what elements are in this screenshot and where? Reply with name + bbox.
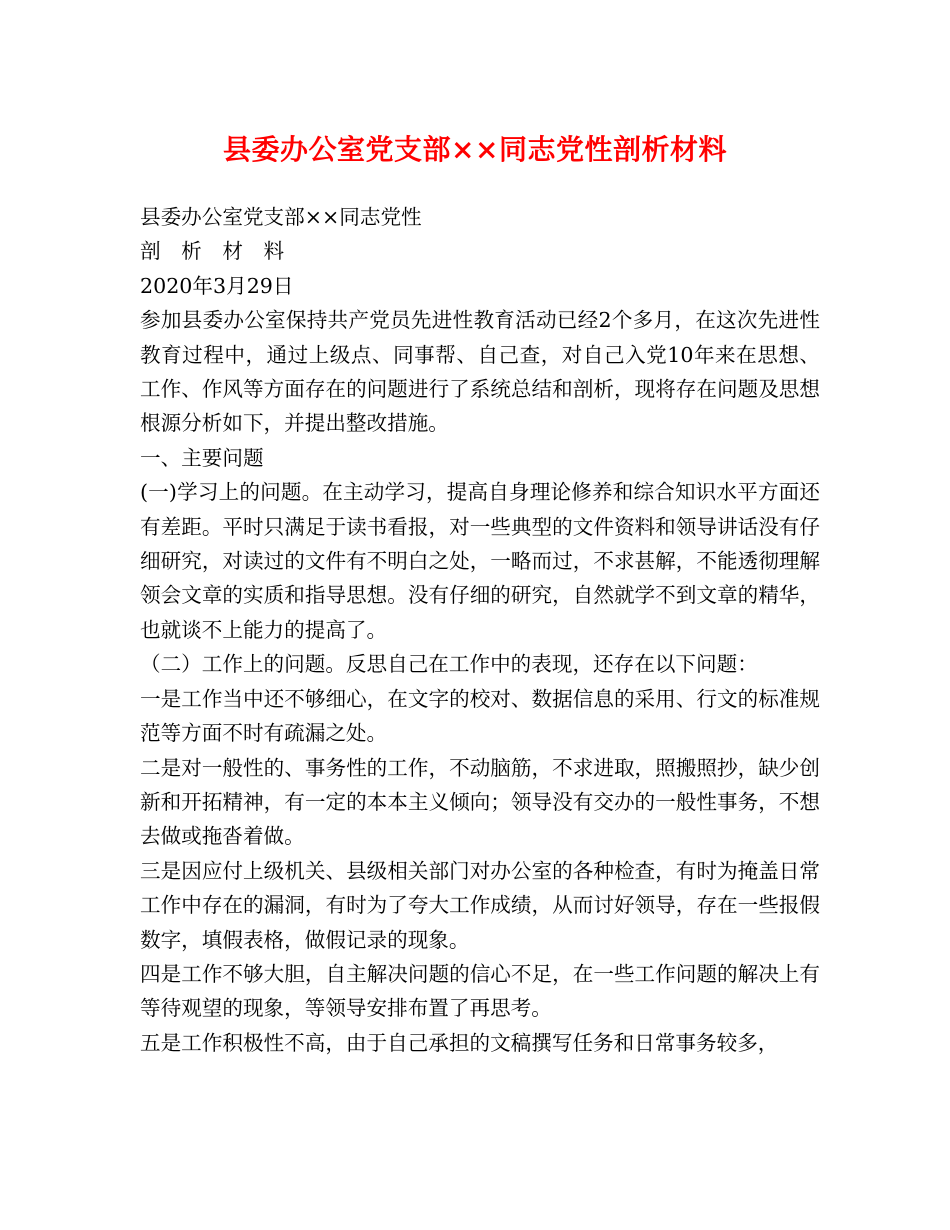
study-problem-paragraph: (一)学习上的问题。在主动学习，提高自身理论修养和综合知识水平方面还有差距。平时只满足于读书看报，对一些典型的文件资料和领导讲话没有仔细研究，对读过的文件有不明白之处，一略而过，不求甚解，不能透彻理解领会文章的实质和指导思想。没有仔细的研究，自然就学不到文章的精华，也就谈不上能力的提高了。 — [140, 480, 820, 642]
document-title: 县委办公室党支部××同志党性剖析材料 — [223, 133, 727, 166]
work-problem-heading: （二）工作上的问题。反思自己在工作中的表现，还存在以下问题： — [140, 652, 758, 677]
document-body — [140, 200, 820, 1060]
work-problem-item-5: 五是工作积极性不高，由于自己承担的文稿撰写任务和日常事务较多， — [140, 1030, 779, 1055]
work-problem-item-3: 三是因应付上级机关、县级相关部门对办公室的各种检查，有时为掩盖日常工作中存在的漏洞，有时为了夸大工作成绩，从而讨好领导，存在一些报假数字，填假表格，做假记录的现象。 — [140, 858, 820, 952]
material-heading: 剖 析 材 料 — [140, 239, 285, 264]
section-heading-main-problems: 一、主要问题 — [140, 445, 264, 470]
intro-paragraph: 参加县委办公室保持共产党员先进性教育活动已经2个多月，在这次先进性教育过程中，通过上级点、同事帮、自己查，对自己入党10年来在思想、工作、作风等方面存在的问题进行了系统总结和剖析，现将存在问题及思想根源分析如下，并提出整改措施。 — [140, 308, 820, 436]
document-date: 2020年3月29日 — [140, 273, 294, 298]
author-line: 县委办公室党支部××同志党性 — [140, 205, 422, 229]
work-problem-item-1: 一是工作当中还不够细心，在文字的校对、数据信息的采用、行文的标准规范等方面不时有疏漏之处。 — [140, 686, 820, 746]
work-problem-item-2: 二是对一般性的、事务性的工作，不动脑筋，不求进取，照搬照抄，缺少创新和开拓精神，有一定的本本主义倾向；领导没有交办的一般性事务，不想去做或拖沓着做。 — [140, 755, 820, 849]
work-problem-item-4: 四是工作不够大胆，自主解决问题的信心不足，在一些工作问题的解决上有等待观望的现象，等领导安排布置了再思考。 — [140, 961, 820, 1021]
